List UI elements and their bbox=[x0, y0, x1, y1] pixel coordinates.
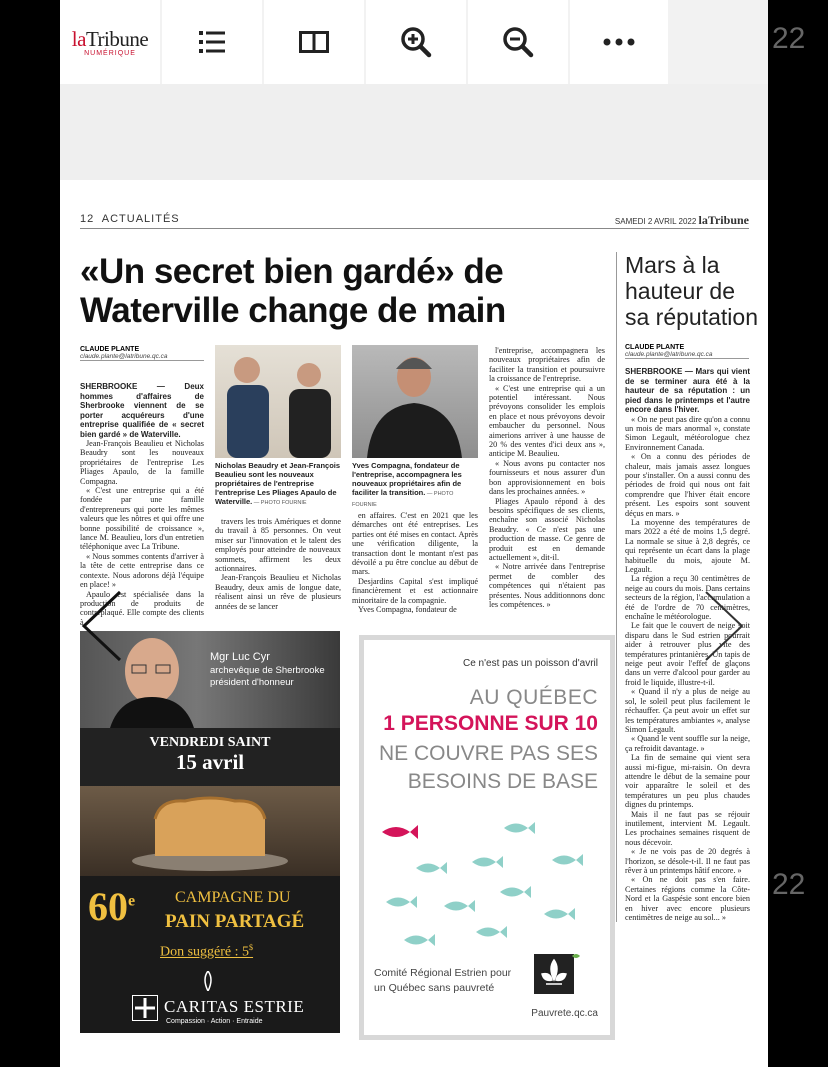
zoom-out-icon bbox=[502, 26, 534, 58]
poverty-ad-line-1: AU QUÉBEC bbox=[469, 686, 598, 709]
poverty-ad-line-4: BESOINS DE BASE bbox=[407, 770, 598, 793]
poverty-ad-intro: Ce n'est pas un poisson d'avril bbox=[462, 658, 598, 669]
more-icon bbox=[603, 38, 635, 46]
caritas-event-2: 15 avril bbox=[175, 750, 245, 774]
caption-text: Nicholas Beaudry et Jean-François Beaulieu sont les nouveaux propriétaires de l'entreprise l'entreprise Les Pliages Apaulo de Waterville. bbox=[215, 461, 341, 506]
paragraph: « On a connu des périodes de chaleur, mais jamais assez longues pour s'installer. On a aussi connu des périodes de froid qui nous ont fait comprendre que l'hiver était encore présent. Les espoirs sont souvent déçus en mars. » bbox=[625, 452, 750, 518]
list-button[interactable] bbox=[162, 0, 262, 84]
article-column-3 bbox=[352, 511, 478, 614]
page-header bbox=[80, 212, 749, 229]
caritas-role-2: président d'honneur bbox=[210, 677, 294, 688]
poverty-ad-line-3: NE COUVRE PAS SES bbox=[378, 742, 598, 765]
headline-line-1: «Un secret bien gardé» de bbox=[80, 252, 504, 291]
paragraph: en affaires. C'est en 2021 que les démarches ont été entreprises. Les parties ont été mises en contact. Après une vérification diligente, la transaction dont le montant n'est pas dévoilé a pu être conclue au début de mars. bbox=[352, 511, 478, 577]
article-headline bbox=[80, 252, 600, 330]
caritas-motto: Compassion · Action · Entraide bbox=[166, 1018, 263, 1025]
fleur-de-lis-icon bbox=[532, 952, 580, 1000]
logo-text-b: Tribune bbox=[85, 27, 149, 51]
article-lead: SHERBROOKE — Deux hommes d'affaires de Sherbrooke viennent de se porter acquéreurs d'une entreprise qualifiée de « secret bien gardé » de Waterville. bbox=[80, 382, 204, 439]
paragraph: travers les trois Amériques et donne du travail à 85 personnes. On veut miser sur l'innovation et le talent des employés pour atteindre de nouveaux sommets, affirment les deux actionnaires. bbox=[215, 517, 341, 574]
poverty-ad-line-2: 1 PERSONNE SUR 10 bbox=[383, 712, 598, 735]
paper-name: laTribune bbox=[698, 213, 749, 227]
caritas-campaign-2: PAIN PARTAGÉ bbox=[165, 911, 305, 932]
paragraph: « Nous sommes contents d'arriver à la tête de cette entreprise dans ce contexte. Nous adorons déjà l'équipe en place! » bbox=[80, 551, 204, 590]
paragraph: « Quand il n'y a plus de neige au sol, le soleil peut plus facilement le réchauffer. Ça peut avoir un effet sur les températures ambiantes », analyse Simon Legault. bbox=[625, 687, 750, 734]
fish-school-illustration bbox=[364, 810, 610, 950]
paragraph: Apaulo est spécialisée dans la production de produits de contreplaqué. Elle compte des clients à bbox=[80, 589, 204, 627]
sidebar-author: CLAUDE PLANTE bbox=[625, 344, 685, 351]
paragraph: Mais il ne faut pas se réjouir inutilement, intervient M. Legault. Les prochaines semaines risquent de nous décevoir. bbox=[625, 809, 750, 847]
donation-text: Don suggéré : 5 bbox=[160, 944, 250, 960]
paragraph: « On ne doit pas s'en faire. Certaines régions comme la Côte-Nord et la Gaspésie sont encore bien en hiver avec encore plusieurs centimètres de neige au sol... » bbox=[625, 875, 750, 923]
donation-currency: $ bbox=[249, 943, 254, 952]
sidebar-lead: SHERBROOKE — Mars qui vient de se terminer aura été à la hauteur de sa réputation : un pied dans le printemps et l'autre encore dans l'hiver. bbox=[625, 367, 750, 414]
paragraph: l'entreprise, accompagnera les nouveaux propriétaires afin de faciliter la transition et poursuivre la croissance de l'entreprise. bbox=[489, 346, 605, 384]
sidebar-email: claude.plante@latribune.qc.ca bbox=[625, 351, 713, 358]
photo-credit: — PHOTO FOURNIE bbox=[252, 500, 307, 506]
zoom-in-icon bbox=[400, 26, 432, 58]
photo-credit: — PHOTO FOURNIE bbox=[352, 491, 454, 508]
paragraph: « C'est une entreprise qui a un potentiel intéressant. Nous prévoyons consolider les emplois en place et nous prévoyons devoir embaucher du personnel. Nous aimerions arriver à une hausse de 20 % des ventes d'ici deux ans », anticipe M. Beaulieu. bbox=[489, 383, 605, 459]
newspaper-viewer bbox=[60, 0, 768, 1067]
paragraph: « Notre arrivée dans l'entreprise permet de combler des compétences qui n'étaient pas présentes. Nous additionnons donc les compétences. » bbox=[489, 562, 605, 609]
paragraph: « Nous avons pu contacter nos fournisseurs et nous assurer d'un bon approvisionnement en bois dans les prochaines années. » bbox=[489, 458, 605, 497]
caritas-name: Mgr Luc Cyr bbox=[210, 651, 270, 663]
paragraph: Yves Compagna, fondateur de bbox=[358, 605, 457, 615]
caritas-cross-icon bbox=[132, 995, 158, 1021]
paragraph: Desjardins Capital s'est impliqué financièrement et est actionnaire minoritaire de la compagnie. bbox=[352, 576, 478, 605]
article-byline bbox=[80, 346, 204, 361]
zoom-out-button[interactable] bbox=[468, 0, 568, 84]
paragraph: Pliages Apaulo répond à des besoins spécifiques de ses clients, enchaîne son associé Nicholas Beaudry. « Ce n'est pas une production de masse. Ce genre de produit est en demande actuellement », dit-il. bbox=[489, 496, 605, 562]
paragraph: Le fait que le couvert de neige soit disparu dans le Sud estrien pourrait aider à retrouver plus vite des températures printanières. Un tapis de neige peut avoir l'effet de glaçons dans un verre d'alcool pour garder au froid le liquide, illustre-t-il. bbox=[625, 621, 750, 687]
logo-text-a: la bbox=[71, 27, 86, 51]
zoom-in-button[interactable] bbox=[366, 0, 466, 84]
caritas-donation bbox=[160, 943, 253, 961]
poverty-ad-org-1: Comité Régional Estrien pour bbox=[374, 967, 512, 979]
founder-photo-caption bbox=[352, 461, 478, 510]
page-number: 12 bbox=[80, 213, 95, 225]
owners-photo bbox=[215, 345, 341, 458]
sidebar-article bbox=[616, 252, 758, 922]
caption-text: Yves Compagna, fondateur de l'entreprise, accompagnera les nouveaux propriétaires afin de faciliter la transition. bbox=[352, 461, 462, 497]
article-column-2 bbox=[215, 517, 341, 611]
background-page-number: 22 bbox=[772, 868, 806, 901]
caritas-edition bbox=[88, 883, 135, 930]
more-button[interactable] bbox=[570, 0, 668, 84]
two-page-button[interactable] bbox=[264, 0, 364, 84]
paragraph: La moyenne des températures de mars 2022 a été de moins 1,5 degré. La normale se situe à 2,8 degrés, ce qui représente un écart dans la plage habituelle du mois, ajoute M. Legault. bbox=[625, 517, 750, 574]
caritas-org: CARITAS ESTRIE bbox=[164, 997, 305, 1016]
paragraph: La fin de semaine qui vient sera aussi mi-figue, mi-raisin. On devra attendre le début de la semaine pour voir apparaître le soleil et des températures un peu plus chaudes dignes du printemps. bbox=[625, 753, 750, 810]
newspaper-page bbox=[60, 180, 768, 1067]
page-date: SAMEDI 2 AVRIL 2022 bbox=[614, 217, 697, 226]
edition-suffix: e bbox=[128, 892, 136, 910]
owners-photo-caption bbox=[215, 461, 341, 508]
edition-number: 60 bbox=[88, 884, 128, 929]
caritas-role-1: archevêque de Sherbrooke bbox=[210, 665, 325, 676]
headline-line-2: Waterville change de main bbox=[80, 291, 506, 330]
author-email: claude.plante@latribune.qc.ca bbox=[80, 353, 168, 360]
next-page-arrow[interactable] bbox=[702, 590, 746, 662]
poverty-ad-url: Pauvrete.qc.ca bbox=[531, 1008, 598, 1019]
paragraph: « On ne peut pas dire qu'on a connu un mois de mars anormal », constate Simon Legault, météorologue chez Environnement Canada. bbox=[625, 414, 750, 452]
background-page-number: 22 bbox=[772, 22, 806, 55]
poverty-ad bbox=[359, 635, 615, 1040]
sidebar-byline bbox=[625, 344, 749, 359]
logo-subtitle: NUMÉRIQUE bbox=[84, 50, 136, 57]
caritas-event-1: VENDREDI SAINT bbox=[149, 735, 271, 750]
toolbar-spacer bbox=[60, 84, 768, 180]
latribune-logo[interactable] bbox=[60, 0, 160, 84]
paragraph: Jean-François Beaulieu et Nicholas Beaudry sont les nouveaux propriétaires de l'entreprise Les Pliages Apaulo, de la famille Compagna. bbox=[80, 439, 204, 486]
poverty-ad-org-2: un Québec sans pauvreté bbox=[374, 982, 495, 994]
paragraph: « Quand le vent souffle sur la neige, ça refroidit davantage. » bbox=[625, 734, 750, 753]
previous-page-arrow[interactable] bbox=[80, 590, 124, 662]
article-column-4 bbox=[489, 346, 605, 609]
bread-illustration bbox=[130, 791, 290, 873]
list-icon bbox=[199, 30, 225, 54]
author-name: CLAUDE PLANTE bbox=[80, 346, 140, 353]
founder-photo bbox=[352, 345, 478, 458]
flame-icon bbox=[200, 971, 216, 991]
paragraph: Jean-François Beaulieu et Nicholas Beaudry, deux amis de longue date, réalisent ainsi un rêve de plusieurs années de se lancer bbox=[215, 573, 341, 611]
paragraph: « Je ne vois pas de 20 degrés à l'horizon, se désole-t-il. Il ne faut pas rêver à un printemps hâtif encore. » bbox=[625, 847, 750, 875]
toolbar bbox=[60, 0, 768, 84]
paragraph: « C'est une entreprise qui a été fondée par une famille d'entrepreneurs qui porte les mêmes valeurs que les nôtres et qui offre une bonne possibilité de croissance », lance M. Beaulieu, lors d'un entretien téléphonique avec La Tribune. bbox=[80, 486, 204, 552]
paragraph: La région a reçu 30 centimètres de neige au cours du mois. Dans certains secteurs de la région, l'accumulation a été de l'ordre de 70 centimètres, enchaîne le météorologue. bbox=[625, 574, 750, 622]
sidebar-title: Mars à la hauteur de sa réputation bbox=[625, 252, 758, 330]
book-icon bbox=[299, 31, 329, 53]
caritas-ad bbox=[80, 631, 340, 1033]
section-name: ACTUALITÉS bbox=[101, 213, 180, 225]
caritas-campaign-1: CAMPAGNE DU bbox=[175, 889, 291, 906]
